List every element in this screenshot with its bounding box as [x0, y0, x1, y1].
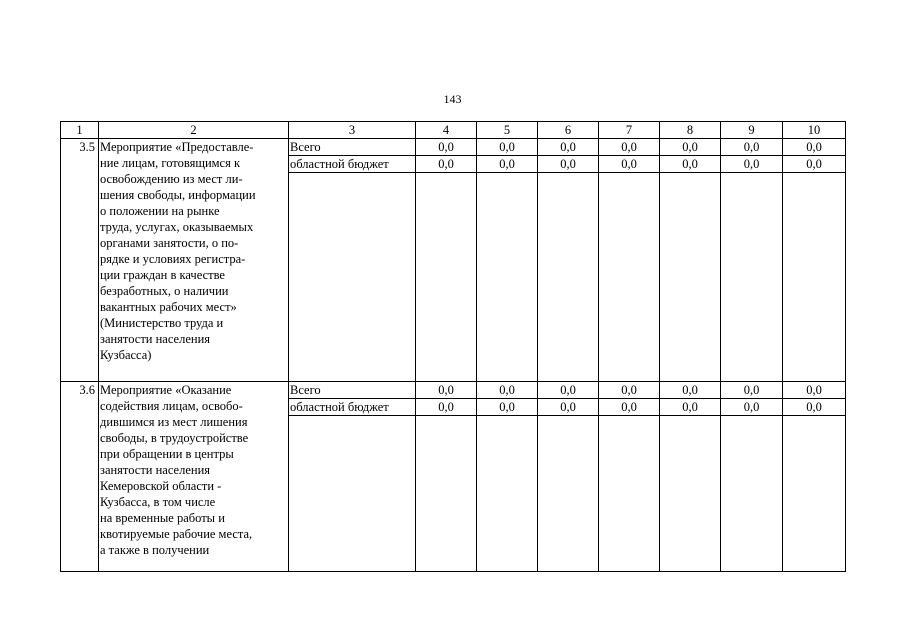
- description-line: Кузбасса, в том числе: [100, 495, 216, 509]
- description-line: занятости населения: [100, 463, 211, 477]
- description-line: Кемеровской области -: [100, 479, 222, 493]
- row-number: 3.6: [61, 382, 99, 572]
- value-cell: 0,0: [660, 382, 721, 399]
- empty-cell: [538, 416, 599, 572]
- source-label: областной бюджет: [289, 156, 416, 173]
- empty-cell: [599, 416, 660, 572]
- row-description: [99, 139, 289, 382]
- value-cell: 0,0: [599, 139, 660, 156]
- empty-cell: [783, 416, 846, 572]
- empty-cell: [721, 416, 783, 572]
- empty-cell: [783, 173, 846, 382]
- description-line: (Министерство труда и: [100, 316, 224, 330]
- description-line: свободы, в трудоустройстве: [100, 431, 249, 445]
- value-cell: 0,0: [660, 139, 721, 156]
- value-cell: 0,0: [477, 139, 538, 156]
- value-cell: 0,0: [721, 139, 783, 156]
- empty-cell: [599, 173, 660, 382]
- row-description: [99, 382, 289, 572]
- value-cell: 0,0: [416, 382, 477, 399]
- empty-cell: [660, 173, 721, 382]
- description-line: ние лицам, готовящимся к: [100, 156, 241, 170]
- value-cell: 0,0: [660, 399, 721, 416]
- header-cell: 7: [599, 122, 660, 139]
- value-cell: 0,0: [416, 139, 477, 156]
- empty-cell: [721, 173, 783, 382]
- header-cell: 1: [61, 122, 99, 139]
- empty-cell: [289, 173, 416, 382]
- description-line: рядке и условиях регистра-: [100, 252, 246, 266]
- description-line: при обращении в центры: [100, 447, 234, 461]
- table-row: [61, 382, 846, 399]
- empty-cell: [660, 416, 721, 572]
- value-cell: 0,0: [783, 156, 846, 173]
- description-line: освобождению из мест ли-: [100, 172, 243, 186]
- value-cell: 0,0: [721, 382, 783, 399]
- description-line: занятости населения: [100, 332, 211, 346]
- header-cell: 6: [538, 122, 599, 139]
- description-line: ции граждан в качестве: [100, 268, 225, 282]
- value-cell: 0,0: [660, 156, 721, 173]
- header-cell: 10: [783, 122, 846, 139]
- value-cell: 0,0: [599, 399, 660, 416]
- value-cell: 0,0: [783, 399, 846, 416]
- description-line: органами занятости, о по-: [100, 236, 239, 250]
- source-label: областной бюджет: [289, 399, 416, 416]
- value-cell: 0,0: [599, 382, 660, 399]
- value-cell: 0,0: [538, 382, 599, 399]
- description-line: дившимся из мест лишения: [100, 415, 248, 429]
- header-cell: 4: [416, 122, 477, 139]
- description-line: Мероприятие «Предоставле-: [100, 140, 254, 154]
- source-label: Всего: [289, 139, 416, 156]
- empty-cell: [477, 173, 538, 382]
- value-cell: 0,0: [783, 139, 846, 156]
- header-cell: 8: [660, 122, 721, 139]
- empty-cell: [538, 173, 599, 382]
- value-cell: 0,0: [477, 382, 538, 399]
- value-cell: 0,0: [721, 399, 783, 416]
- header-cell: 3: [289, 122, 416, 139]
- description-line: Мероприятие «Оказание: [100, 383, 232, 397]
- description-line: безработных, о наличии: [100, 284, 229, 298]
- empty-cell: [416, 173, 477, 382]
- value-cell: 0,0: [721, 156, 783, 173]
- description-line: о положении на рынке: [100, 204, 220, 218]
- description-line: на временные работы и: [100, 511, 225, 525]
- description-line: вакантных рабочих мест»: [100, 300, 237, 314]
- empty-cell: [416, 416, 477, 572]
- row-number: 3.5: [61, 139, 99, 382]
- description-line: шения свободы, информации: [100, 188, 256, 202]
- header-cell: 5: [477, 122, 538, 139]
- description-line: содействия лицам, освобо-: [100, 399, 243, 413]
- value-cell: 0,0: [477, 399, 538, 416]
- source-label: Всего: [289, 382, 416, 399]
- budget-table: [60, 121, 846, 572]
- value-cell: 0,0: [416, 399, 477, 416]
- header-cell: 2: [99, 122, 289, 139]
- value-cell: 0,0: [416, 156, 477, 173]
- table-row: [61, 139, 846, 156]
- page-number: 143: [443, 92, 462, 106]
- value-cell: 0,0: [783, 382, 846, 399]
- empty-cell: [289, 416, 416, 572]
- description-line: а также в получении: [100, 543, 210, 557]
- value-cell: 0,0: [538, 139, 599, 156]
- description-line: квотируемые рабочие места,: [100, 527, 253, 541]
- value-cell: 0,0: [538, 156, 599, 173]
- description-line: Кузбасса): [100, 348, 152, 362]
- value-cell: 0,0: [538, 399, 599, 416]
- table-header-row: [61, 122, 846, 139]
- value-cell: 0,0: [599, 156, 660, 173]
- empty-cell: [477, 416, 538, 572]
- description-line: труда, услугах, оказываемых: [100, 220, 254, 234]
- value-cell: 0,0: [477, 156, 538, 173]
- header-cell: 9: [721, 122, 783, 139]
